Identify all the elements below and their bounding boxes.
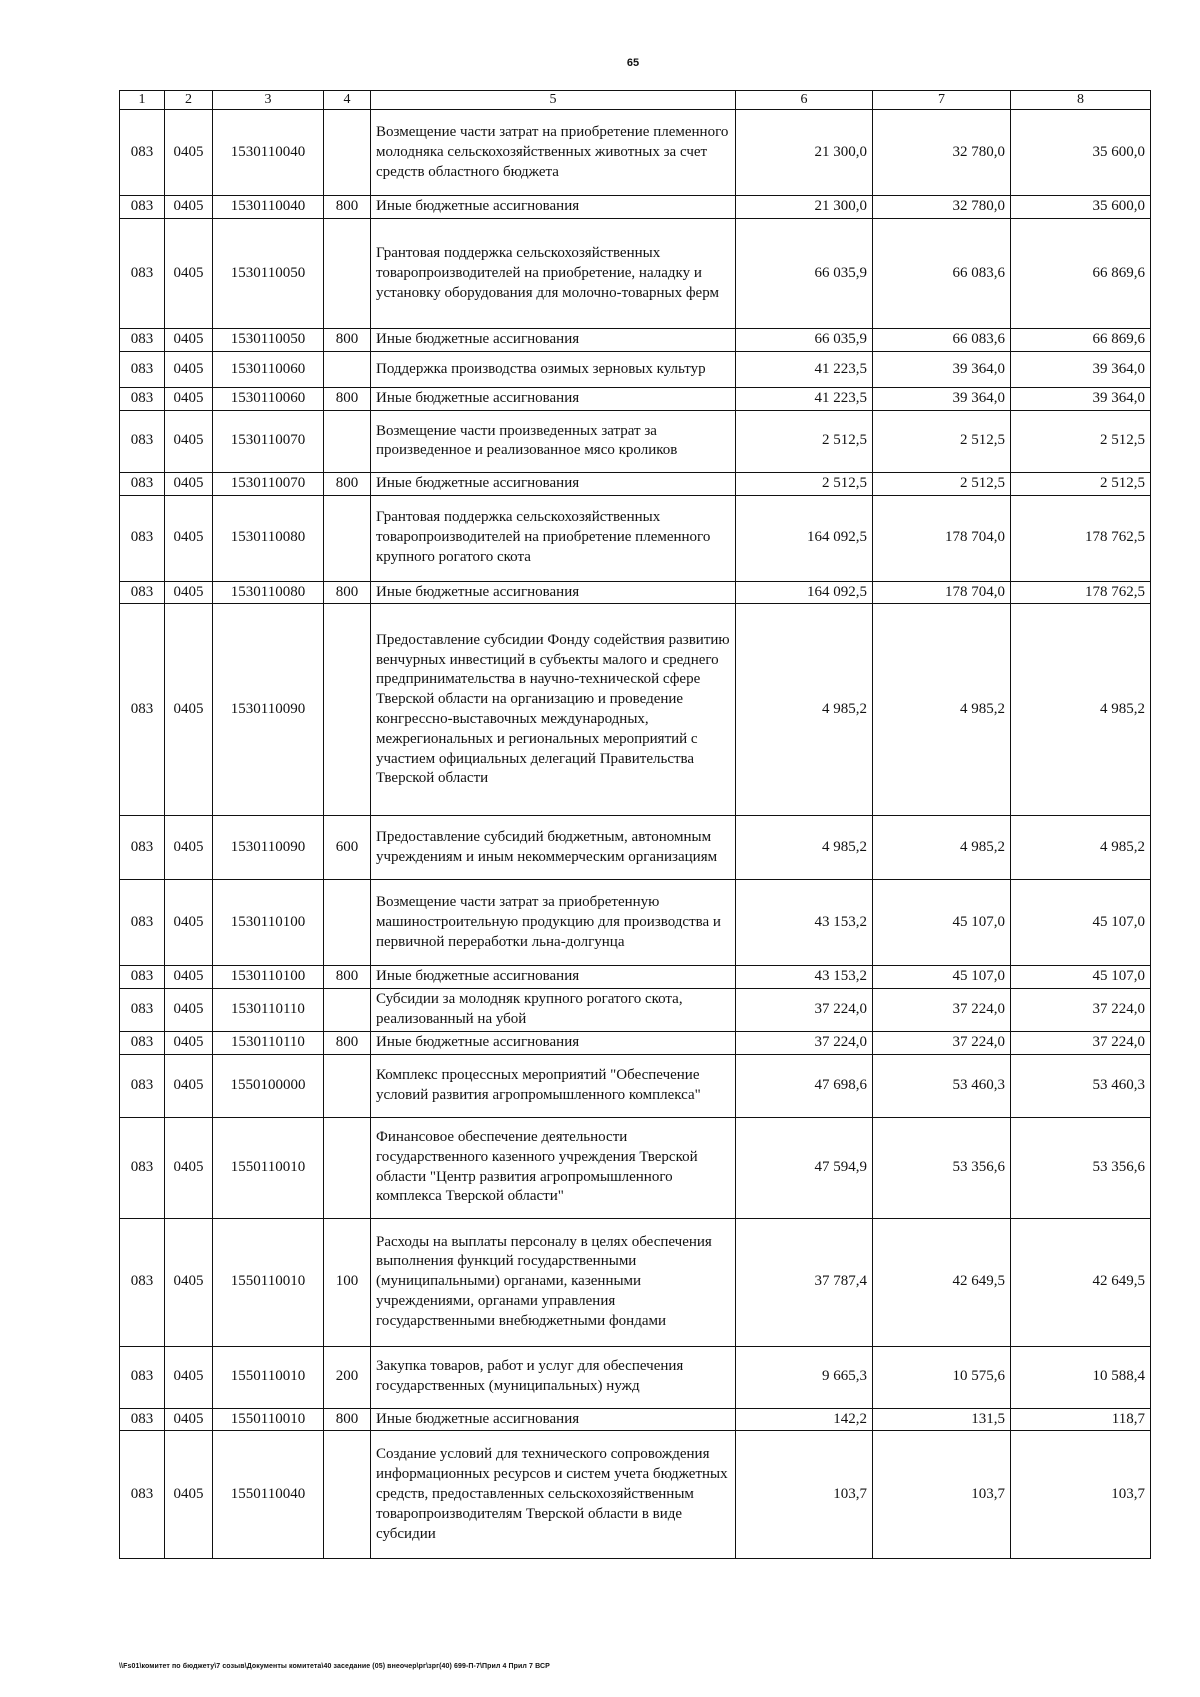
- cell-amount-year-1: 4 985,2: [736, 816, 873, 880]
- cell-admin-code: 083: [120, 1218, 165, 1346]
- table-row: [120, 1408, 1151, 1431]
- cell-description: Иные бюджетные ассигнования: [371, 329, 736, 352]
- cell-description: Иные бюджетные ассигнования: [371, 1031, 736, 1054]
- cell-target-article: 1530110110: [213, 989, 324, 1032]
- table-row: [120, 1117, 1151, 1218]
- cell-amount-year-3: 37 224,0: [1011, 989, 1151, 1032]
- column-header-4: 4: [324, 91, 371, 110]
- table-row: [120, 472, 1151, 495]
- column-header-3: 3: [213, 91, 324, 110]
- cell-admin-code: 083: [120, 880, 165, 966]
- cell-description: Иные бюджетные ассигнования: [371, 966, 736, 989]
- table-row: [120, 495, 1151, 581]
- cell-admin-code: 083: [120, 388, 165, 411]
- cell-expense-type: [324, 219, 371, 329]
- cell-admin-code: 083: [120, 989, 165, 1032]
- cell-amount-year-1: 37 224,0: [736, 989, 873, 1032]
- cell-section-code: 0405: [165, 410, 213, 472]
- cell-admin-code: 083: [120, 1346, 165, 1408]
- cell-admin-code: 083: [120, 816, 165, 880]
- cell-target-article: 1530110050: [213, 219, 324, 329]
- cell-expense-type: 200: [324, 1346, 371, 1408]
- cell-description: Грантовая поддержка сельскохозяйственных товаропроизводителей на приобретение, наладку и установку оборудования для молочно-товарных ферм: [371, 219, 736, 329]
- cell-description: Субсидии за молодняк крупного рогатого скота, реализованный на убой: [371, 989, 736, 1032]
- cell-amount-year-1: 142,2: [736, 1408, 873, 1431]
- cell-amount-year-1: 66 035,9: [736, 219, 873, 329]
- table-row: [120, 816, 1151, 880]
- cell-description: Закупка товаров, работ и услуг для обеспечения государственных (муниципальных) нужд: [371, 1346, 736, 1408]
- cell-target-article: 1550110010: [213, 1408, 324, 1431]
- cell-amount-year-3: 178 762,5: [1011, 581, 1151, 604]
- cell-amount-year-1: 21 300,0: [736, 110, 873, 196]
- table-row: [120, 410, 1151, 472]
- cell-section-code: 0405: [165, 1346, 213, 1408]
- cell-expense-type: [324, 110, 371, 196]
- cell-target-article: 1550110010: [213, 1346, 324, 1408]
- table-row: [120, 1346, 1151, 1408]
- cell-amount-year-2: 10 575,6: [873, 1346, 1011, 1408]
- cell-section-code: 0405: [165, 1408, 213, 1431]
- cell-amount-year-3: 103,7: [1011, 1431, 1151, 1559]
- cell-amount-year-2: 32 780,0: [873, 110, 1011, 196]
- cell-amount-year-2: 53 460,3: [873, 1054, 1011, 1117]
- cell-expense-type: [324, 989, 371, 1032]
- cell-amount-year-3: 45 107,0: [1011, 880, 1151, 966]
- cell-amount-year-3: 35 600,0: [1011, 110, 1151, 196]
- column-header-6: 6: [736, 91, 873, 110]
- cell-expense-type: 800: [324, 1031, 371, 1054]
- cell-expense-type: 800: [324, 966, 371, 989]
- cell-expense-type: [324, 1431, 371, 1559]
- table-row: [120, 110, 1151, 196]
- cell-amount-year-2: 66 083,6: [873, 219, 1011, 329]
- cell-description: Предоставление субсидий бюджетным, автономным учреждениям и иным некоммерческим организациям: [371, 816, 736, 880]
- cell-section-code: 0405: [165, 352, 213, 388]
- cell-amount-year-3: 45 107,0: [1011, 966, 1151, 989]
- cell-expense-type: 800: [324, 329, 371, 352]
- table-row: [120, 989, 1151, 1032]
- budget-table: [119, 90, 1151, 1559]
- cell-amount-year-1: 103,7: [736, 1431, 873, 1559]
- cell-description: Иные бюджетные ассигнования: [371, 581, 736, 604]
- cell-amount-year-3: 42 649,5: [1011, 1218, 1151, 1346]
- cell-target-article: 1550110010: [213, 1218, 324, 1346]
- cell-amount-year-3: 39 364,0: [1011, 352, 1151, 388]
- table-row: [120, 329, 1151, 352]
- cell-amount-year-3: 35 600,0: [1011, 196, 1151, 219]
- column-header-8: 8: [1011, 91, 1151, 110]
- cell-target-article: 1530110090: [213, 816, 324, 880]
- cell-target-article: 1530110050: [213, 329, 324, 352]
- table-row: [120, 196, 1151, 219]
- cell-target-article: 1530110070: [213, 472, 324, 495]
- cell-amount-year-1: 66 035,9: [736, 329, 873, 352]
- table-row: [120, 1431, 1151, 1559]
- cell-target-article: 1550110040: [213, 1431, 324, 1559]
- cell-admin-code: 083: [120, 472, 165, 495]
- cell-amount-year-2: 103,7: [873, 1431, 1011, 1559]
- cell-target-article: 1530110100: [213, 966, 324, 989]
- cell-description: Финансовое обеспечение деятельности государственного казенного учреждения Тверской области "Центр развития агропромышленного комплекса Тверской области": [371, 1117, 736, 1218]
- cell-expense-type: [324, 1117, 371, 1218]
- column-header-2: 2: [165, 91, 213, 110]
- cell-amount-year-2: 37 224,0: [873, 1031, 1011, 1054]
- cell-target-article: 1530110060: [213, 388, 324, 411]
- cell-admin-code: 083: [120, 581, 165, 604]
- cell-expense-type: 800: [324, 1408, 371, 1431]
- table-row: [120, 219, 1151, 329]
- cell-amount-year-2: 39 364,0: [873, 352, 1011, 388]
- cell-amount-year-1: 41 223,5: [736, 388, 873, 411]
- cell-admin-code: 083: [120, 1117, 165, 1218]
- cell-amount-year-2: 53 356,6: [873, 1117, 1011, 1218]
- cell-amount-year-2: 4 985,2: [873, 604, 1011, 816]
- table-row: [120, 581, 1151, 604]
- cell-amount-year-3: 37 224,0: [1011, 1031, 1151, 1054]
- column-header-5: 5: [371, 91, 736, 110]
- cell-section-code: 0405: [165, 966, 213, 989]
- cell-section-code: 0405: [165, 388, 213, 411]
- cell-amount-year-3: 66 869,6: [1011, 329, 1151, 352]
- cell-expense-type: [324, 410, 371, 472]
- cell-description: Иные бюджетные ассигнования: [371, 388, 736, 411]
- cell-expense-type: 800: [324, 196, 371, 219]
- cell-target-article: 1530110100: [213, 880, 324, 966]
- cell-admin-code: 083: [120, 196, 165, 219]
- cell-amount-year-1: 2 512,5: [736, 410, 873, 472]
- cell-amount-year-3: 4 985,2: [1011, 604, 1151, 816]
- cell-description: Иные бюджетные ассигнования: [371, 1408, 736, 1431]
- cell-section-code: 0405: [165, 1031, 213, 1054]
- cell-amount-year-2: 42 649,5: [873, 1218, 1011, 1346]
- cell-section-code: 0405: [165, 472, 213, 495]
- cell-amount-year-2: 39 364,0: [873, 388, 1011, 411]
- cell-section-code: 0405: [165, 1054, 213, 1117]
- cell-target-article: 1530110080: [213, 495, 324, 581]
- cell-amount-year-3: 4 985,2: [1011, 816, 1151, 880]
- table-row: [120, 1218, 1151, 1346]
- cell-amount-year-1: 37 787,4: [736, 1218, 873, 1346]
- page-number: 65: [626, 57, 640, 69]
- cell-section-code: 0405: [165, 196, 213, 219]
- cell-target-article: 1530110040: [213, 196, 324, 219]
- cell-target-article: 1550110010: [213, 1117, 324, 1218]
- cell-amount-year-2: 178 704,0: [873, 581, 1011, 604]
- cell-admin-code: 083: [120, 1031, 165, 1054]
- cell-amount-year-1: 47 698,6: [736, 1054, 873, 1117]
- cell-description: Иные бюджетные ассигнования: [371, 472, 736, 495]
- cell-amount-year-1: 2 512,5: [736, 472, 873, 495]
- cell-target-article: 1530110040: [213, 110, 324, 196]
- cell-section-code: 0405: [165, 1431, 213, 1559]
- cell-description: Возмещение части затрат за приобретенную машиностроительную продукцию для производства и первичной переработки льна-долгунца: [371, 880, 736, 966]
- footer-file-path: \\Fs01\комитет по бюджету\7 созыв\Документы комитета\40 заседание (05) внеочер\рг\зрг(40) 699-П-7\Прил 4 Прил 7 ВСР: [119, 1663, 550, 1670]
- cell-expense-type: [324, 1054, 371, 1117]
- cell-description: Предоставление субсидии Фонду содействия развитию венчурных инвестиций в субъекты малого и среднего предпринимательства в научно-технической сфере Тверской области на организацию и проведение конгрессно-выставочных международных, межрегиональных и региональных мероприятий с участием официальных делегаций Правительства Тверской области: [371, 604, 736, 816]
- table-row: [120, 1031, 1151, 1054]
- cell-description: Поддержка производства озимых зерновых культур: [371, 352, 736, 388]
- cell-amount-year-3: 53 460,3: [1011, 1054, 1151, 1117]
- cell-description: Создание условий для технического сопровождения информационных ресурсов и систем учета бюджетных средств, предоставленных сельскохозяйственным товаропроизводителям Тверской области в виде субсидии: [371, 1431, 736, 1559]
- cell-expense-type: 600: [324, 816, 371, 880]
- cell-expense-type: [324, 880, 371, 966]
- cell-amount-year-1: 164 092,5: [736, 581, 873, 604]
- cell-description: Иные бюджетные ассигнования: [371, 196, 736, 219]
- cell-amount-year-2: 66 083,6: [873, 329, 1011, 352]
- cell-target-article: 1550100000: [213, 1054, 324, 1117]
- cell-target-article: 1530110070: [213, 410, 324, 472]
- cell-admin-code: 083: [120, 329, 165, 352]
- cell-amount-year-1: 4 985,2: [736, 604, 873, 816]
- cell-expense-type: 100: [324, 1218, 371, 1346]
- table-row: [120, 1054, 1151, 1117]
- cell-admin-code: 083: [120, 219, 165, 329]
- cell-expense-type: [324, 604, 371, 816]
- cell-target-article: 1530110110: [213, 1031, 324, 1054]
- cell-amount-year-2: 45 107,0: [873, 966, 1011, 989]
- cell-amount-year-2: 131,5: [873, 1408, 1011, 1431]
- cell-amount-year-1: 41 223,5: [736, 352, 873, 388]
- cell-target-article: 1530110060: [213, 352, 324, 388]
- cell-section-code: 0405: [165, 495, 213, 581]
- cell-admin-code: 083: [120, 1431, 165, 1559]
- cell-admin-code: 083: [120, 1054, 165, 1117]
- cell-target-article: 1530110080: [213, 581, 324, 604]
- cell-section-code: 0405: [165, 1117, 213, 1218]
- cell-amount-year-3: 39 364,0: [1011, 388, 1151, 411]
- cell-admin-code: 083: [120, 410, 165, 472]
- cell-description: Расходы на выплаты персоналу в целях обеспечения выполнения функций государственными (муниципальными) органами, казенными учреждениями, органами управления государственными внебюджетными фондами: [371, 1218, 736, 1346]
- cell-amount-year-3: 2 512,5: [1011, 410, 1151, 472]
- cell-amount-year-2: 4 985,2: [873, 816, 1011, 880]
- column-header-1: 1: [120, 91, 165, 110]
- cell-description: Грантовая поддержка сельскохозяйственных товаропроизводителей на приобретение племенного крупного рогатого скота: [371, 495, 736, 581]
- cell-amount-year-2: 32 780,0: [873, 196, 1011, 219]
- cell-amount-year-2: 2 512,5: [873, 472, 1011, 495]
- table-row: [120, 388, 1151, 411]
- cell-admin-code: 083: [120, 966, 165, 989]
- table-body: [120, 110, 1151, 1559]
- cell-expense-type: [324, 495, 371, 581]
- cell-admin-code: 083: [120, 495, 165, 581]
- cell-section-code: 0405: [165, 110, 213, 196]
- cell-expense-type: [324, 352, 371, 388]
- cell-target-article: 1530110090: [213, 604, 324, 816]
- cell-section-code: 0405: [165, 1218, 213, 1346]
- cell-section-code: 0405: [165, 329, 213, 352]
- cell-section-code: 0405: [165, 604, 213, 816]
- cell-amount-year-1: 9 665,3: [736, 1346, 873, 1408]
- cell-amount-year-3: 178 762,5: [1011, 495, 1151, 581]
- table-row: [120, 352, 1151, 388]
- cell-expense-type: 800: [324, 581, 371, 604]
- cell-amount-year-1: 37 224,0: [736, 1031, 873, 1054]
- cell-admin-code: 083: [120, 352, 165, 388]
- cell-section-code: 0405: [165, 219, 213, 329]
- cell-admin-code: 083: [120, 604, 165, 816]
- cell-amount-year-2: 37 224,0: [873, 989, 1011, 1032]
- cell-amount-year-3: 53 356,6: [1011, 1117, 1151, 1218]
- cell-section-code: 0405: [165, 581, 213, 604]
- cell-amount-year-1: 47 594,9: [736, 1117, 873, 1218]
- cell-amount-year-3: 118,7: [1011, 1408, 1151, 1431]
- cell-description: Возмещение части затрат на приобретение племенного молодняка сельскохозяйственных животных за счет средств областного бюджета: [371, 110, 736, 196]
- cell-amount-year-3: 66 869,6: [1011, 219, 1151, 329]
- cell-amount-year-1: 164 092,5: [736, 495, 873, 581]
- cell-expense-type: 800: [324, 388, 371, 411]
- cell-description: Комплекс процессных мероприятий "Обеспечение условий развития агропромышленного комплекса": [371, 1054, 736, 1117]
- table-row: [120, 880, 1151, 966]
- cell-amount-year-3: 10 588,4: [1011, 1346, 1151, 1408]
- cell-admin-code: 083: [120, 1408, 165, 1431]
- cell-amount-year-1: 43 153,2: [736, 880, 873, 966]
- cell-section-code: 0405: [165, 880, 213, 966]
- cell-amount-year-3: 2 512,5: [1011, 472, 1151, 495]
- cell-amount-year-1: 43 153,2: [736, 966, 873, 989]
- table-row: [120, 604, 1151, 816]
- header-row: [120, 91, 1151, 110]
- table-header: [120, 91, 1151, 110]
- cell-amount-year-1: 21 300,0: [736, 196, 873, 219]
- cell-section-code: 0405: [165, 989, 213, 1032]
- cell-amount-year-2: 45 107,0: [873, 880, 1011, 966]
- cell-amount-year-2: 2 512,5: [873, 410, 1011, 472]
- table-row: [120, 966, 1151, 989]
- column-header-7: 7: [873, 91, 1011, 110]
- cell-description: Возмещение части произведенных затрат за произведенное и реализованное мясо кроликов: [371, 410, 736, 472]
- cell-amount-year-2: 178 704,0: [873, 495, 1011, 581]
- cell-section-code: 0405: [165, 816, 213, 880]
- cell-expense-type: 800: [324, 472, 371, 495]
- cell-admin-code: 083: [120, 110, 165, 196]
